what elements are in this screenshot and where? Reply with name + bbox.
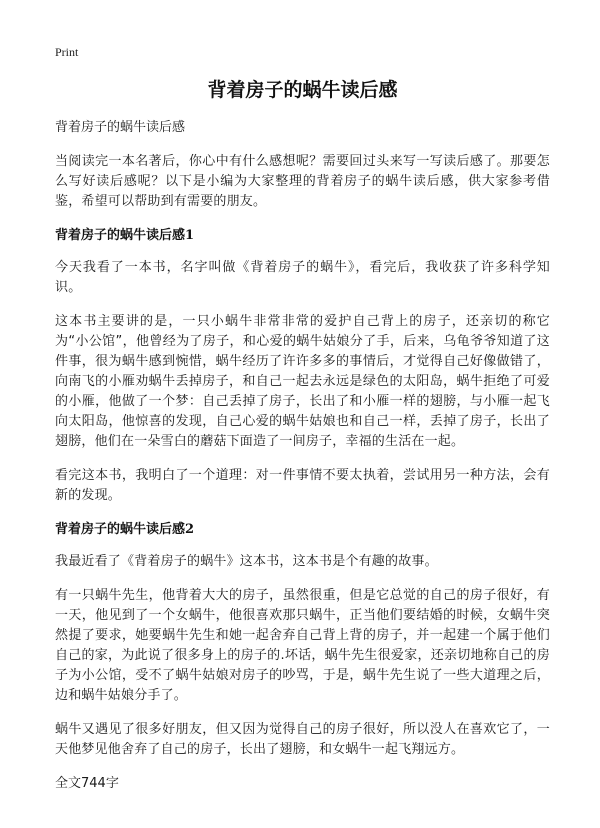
section-paragraph: 蜗牛又遇见了很多好朋友，但又因为觉得自己的房子很好，所以没人在喜欢它了，一天他梦见他舍弃了自己的房子，长出了翅膀，和女蜗牛一起飞翔远方。 <box>55 722 550 757</box>
section-1 <box>55 226 550 506</box>
document-subtitle: 背着房子的蜗牛读后感 <box>55 120 186 135</box>
word-count: 全文744字 <box>55 776 119 791</box>
section-heading: 背着房子的蜗牛读后感2 <box>55 522 195 537</box>
section-paragraph: 有一只蜗牛先生，他背着大大的房子，虽然很重，但是它总觉的自己的房子很好，有一天，他见到了一个女蜗牛，他很喜欢那只蜗牛，正当他们要结婚的时候，女蜗牛突然提了要求，她要蜗牛先生和她一起舍弃自己背上背的房子，并一起建一个属于他们自己的家，为此说了很多身上的房子的.坏话，蜗牛先生很爱家，还亲切地称自己的房子为小公馆，受不了蜗牛姑娘对房子的吵骂，于是，蜗牛先生说了一些大道理之后，边和蜗牛姑娘分手了。 <box>55 588 550 703</box>
section-paragraph: 看完这本书，我明白了一个道理：对一件事情不要太执着，尝试用另一种方法，会有新的发现。 <box>55 468 550 503</box>
print-link[interactable]: Print <box>55 45 79 59</box>
section-paragraph: 今天我看了一本书，名字叫做《背着房子的蜗牛》，看完后，我收获了许多科学知识。 <box>55 260 550 295</box>
section-heading: 背着房子的蜗牛读后感1 <box>55 228 195 243</box>
intro-paragraph: 当阅读完一本名著后，你心中有什么感想呢？需要回过头来写一写读后感了。那要怎么写好读后感呢？以下是小编为大家整理的背着房子的蜗牛读后感，供大家参考借鉴，希望可以帮助到有需要的朋友。 <box>55 154 550 209</box>
section-paragraph: 这本书主要讲的是，一只小蜗牛非常非常的爱护自己背上的房子，还亲切的称它为“小公馆”，他曾经为了房子，和心爱的蜗牛姑娘分了手，后来，乌龟爷爷知道了这件事，很为蜗牛感到惋惜，蜗牛经历了许许多多的事情后，才觉得自己好像做错了，向南飞的小雁劝蜗牛丢掉房子，和自己一起去永远是绿色的太阳岛，蜗牛拒绝了可爱的小雁，他做了一个梦：自己丢掉了房子，长出了和小雁一样的翅膀，与小雁一起飞向太阳岛，他惊喜的发现，自己心爱的蜗牛姑娘也和自己一样，丢掉了房子，长出了翅膀，他们在一朵雪白的蘑菇下面造了一间房子，幸福的生活在一起。 <box>55 314 550 449</box>
section-paragraph: 我最近看了《背着房子的蜗牛》这本书，这本书是个有趣的故事。 <box>55 554 438 569</box>
section-2 <box>55 520 550 760</box>
document-title: 背着房子的蜗牛读后感 <box>207 79 398 101</box>
